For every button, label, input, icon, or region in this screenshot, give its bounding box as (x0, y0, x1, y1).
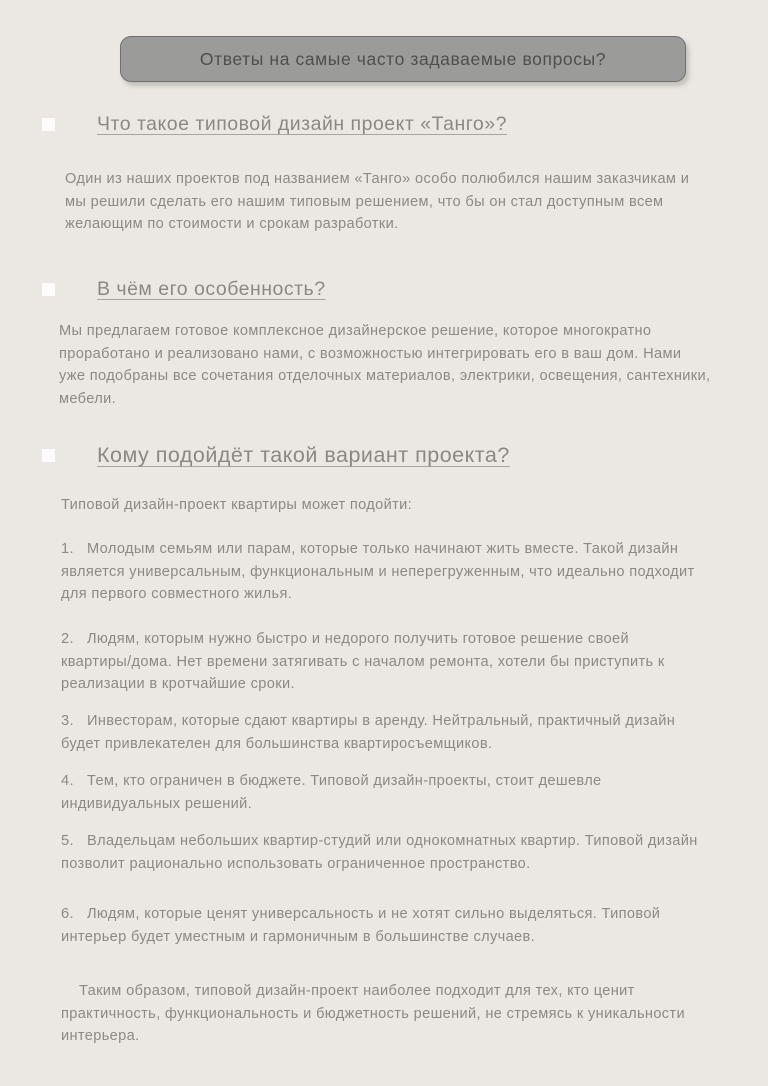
list-item (61, 710, 701, 755)
list-item-number: 6. (61, 906, 74, 922)
square-bullet-icon (42, 449, 55, 462)
question-title-2: В чём его особенность? (97, 278, 326, 300)
banner-title: Ответы на самые часто задаваемые вопросы? (199, 48, 607, 69)
square-bullet-icon (42, 118, 55, 131)
list-item (61, 628, 701, 696)
list-item-text: Владельцам небольших квартир-студий или однокомнатных квартир. Типовой дизайн позволит рационально использовать ограниченное пространство. (61, 833, 698, 872)
conclusion-text: Таким образом, типовой дизайн-проект наиболее подходит для тех, кто ценит практичность, функциональность и бюджетность решений, не стремясь к уникальности интерьера. (61, 983, 685, 1045)
list-item-text: Людям, которые ценят универсальность и не хотят сильно выделяться. Типовой интерьер будет уместным и гармоничным в большинстве случаев. (61, 906, 661, 945)
faq-section-2 (0, 278, 768, 301)
faq-section-3 (0, 443, 768, 468)
list-item-text: Тем, кто ограничен в бюджете. Типовой дизайн-проекты, стоит дешевле индивидуальных решений. (61, 773, 602, 812)
list-item-text: Инвесторам, которые сдают квартиры в аренду. Нейтральный, практичный дизайн будет привлекателен для большинства квартиросъемщиков. (61, 713, 676, 752)
question-heading-2[interactable] (0, 278, 768, 301)
square-bullet-icon (42, 283, 55, 296)
list-item-text: Людям, которым нужно быстро и недорого получить готовое решение своей квартиры/дома. Нет времени затягивать с началом ремонта, хотели бы приступить к реализации в кротчайшие сроки. (61, 631, 665, 693)
answer-text-2: Мы предлагаем готовое комплексное дизайнерское решение, которое многократно проработано и реализовано нами, с возможностью интегрировать его в ваш дом. Нами уже подобраны все сочетания отделочных материалов, электрики, освещения, сантехники, мебели. (59, 323, 711, 407)
page-header-banner (120, 36, 686, 82)
list-item-text: Молодым семьям или парам, которые только начинают жить вместе. Такой дизайн является универсальным, функциональным и неперегруженным, что идеально подходит для первого совместного жилья. (61, 541, 695, 603)
list-item-number: 5. (61, 833, 74, 849)
list-item (61, 830, 701, 875)
question-heading-3[interactable] (0, 443, 768, 468)
banner-box (120, 36, 686, 82)
question-title-1: Что такое типовой дизайн проект «Танго»? (97, 113, 507, 135)
list-item-number: 4. (61, 773, 74, 789)
list-item (61, 903, 701, 948)
faq-section-1 (0, 113, 768, 136)
list-intro-text: Типовой дизайн-проект квартиры может подойти: (61, 497, 413, 513)
question-heading-1[interactable] (0, 113, 768, 136)
list-item-number: 2. (61, 631, 74, 647)
list-item-number: 3. (61, 713, 74, 729)
list-item (61, 770, 701, 815)
question-title-3: Кому подойдёт такой вариант проекта? (97, 443, 510, 467)
list-item-number: 1. (61, 541, 74, 557)
answer-text-1: Один из наших проектов под названием «Танго» особо полюбился нашим заказчикам и мы решили сделать его нашим типовым решением, что бы он стал доступным всем желающим по стоимости и срокам разработки. (65, 171, 690, 233)
list-item (61, 538, 701, 606)
